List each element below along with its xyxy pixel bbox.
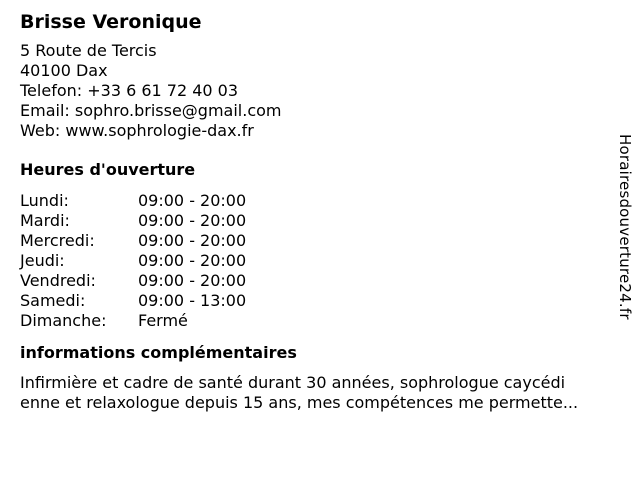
info-heading: informations complémentaires [20,343,297,362]
phone-text: Telefon: +33 6 61 72 40 03 [20,81,239,100]
time-range: 09:00 - 20:00 [138,271,247,290]
time-range: 09:00 - 13:00 [138,291,247,310]
hours-row-tuesday [20,211,610,231]
hours-heading: Heures d'ouverture [20,160,196,179]
hours-row-friday [20,271,610,291]
website-text: Web: www.sophrologie-dax.fr [20,121,254,140]
day-label: Mardi: [20,211,70,230]
day-label: Lundi: [20,191,69,210]
day-label: Dimanche: [20,311,107,330]
email-text: Email: sophro.brisse@gmail.com [20,101,282,120]
day-label: Vendredi: [20,271,96,290]
time-range: 09:00 - 20:00 [138,211,247,230]
time-range: 09:00 - 20:00 [138,251,247,270]
address-street: 5 Route de Tercis [20,41,157,60]
address-city: 40100 Dax [20,61,108,80]
day-label: Jeudi: [20,251,65,270]
hours-row-saturday [20,291,610,311]
time-range: 09:00 - 20:00 [138,231,247,250]
hours-row-thursday [20,251,610,271]
day-label: Samedi: [20,291,86,310]
business-name: Brisse Veronique [20,11,202,33]
info-line-2: enne et relaxologue depuis 15 ans, mes compétences me permette... [20,393,579,412]
hours-row-monday [20,191,610,211]
day-label: Mercredi: [20,231,95,250]
opening-hours-list [20,191,610,331]
time-range: Fermé [138,311,188,330]
time-range: 09:00 - 20:00 [138,191,247,210]
hours-row-sunday [20,311,610,331]
info-description [20,373,630,413]
site-watermark: Horairesdouverture24.fr [616,134,634,320]
business-card [20,8,610,413]
hours-row-wednesday [20,231,610,251]
info-line-1: Infirmière et cadre de santé durant 30 années, sophrologue caycédi [20,373,566,392]
